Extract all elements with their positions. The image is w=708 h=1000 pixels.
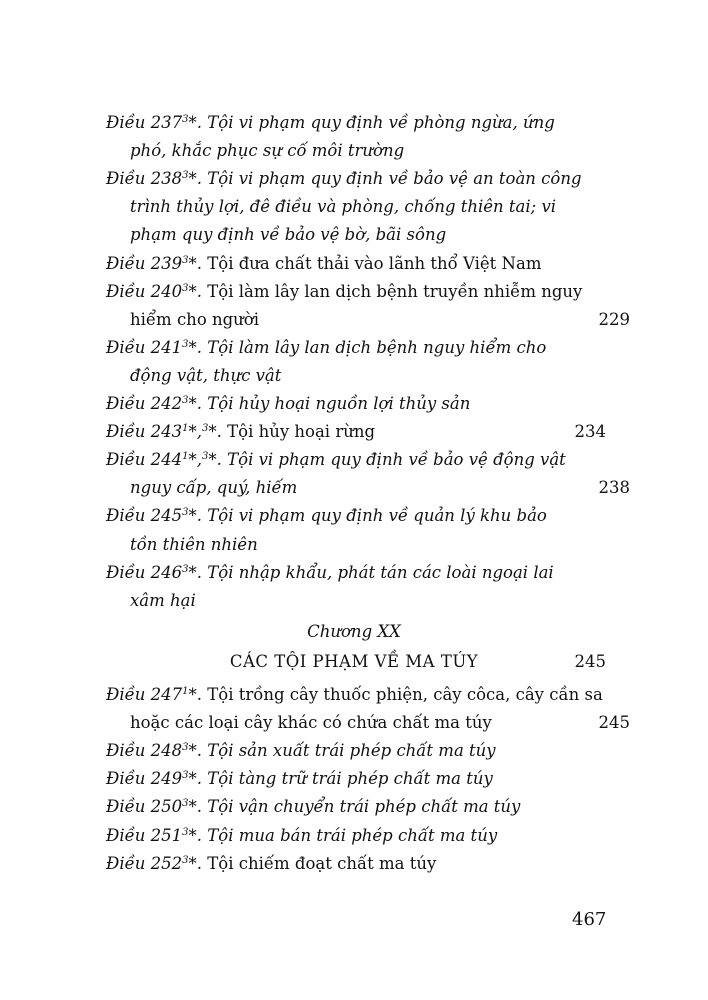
article-marker: *. xyxy=(188,169,202,189)
entry-title-text: Tội vận chuyển trái phép chất ma túy xyxy=(207,797,521,817)
toc-entry-first-line xyxy=(106,849,606,879)
entry-title-text: xâm hại xyxy=(130,590,196,610)
article-prefix: Điều 244 xyxy=(106,450,183,470)
entry-title-text: động vật, thực vật xyxy=(130,365,282,385)
article-prefix: Điều 241 xyxy=(106,337,183,357)
entry-title-text: Tội sản xuất trái phép chất ma túy xyxy=(207,741,496,761)
toc-entry-continuation xyxy=(130,708,630,738)
toc-entry-first-line xyxy=(106,164,606,194)
article-number xyxy=(106,797,202,816)
toc-entry-first-line xyxy=(106,277,606,307)
article-marker: *. xyxy=(208,422,222,442)
article-superscript: 3 xyxy=(202,423,209,435)
article-marker: *. xyxy=(188,685,202,704)
article-number xyxy=(106,282,202,301)
article-marker: *. xyxy=(188,797,202,817)
article-superscript: 3 xyxy=(182,282,189,294)
article-marker: *. xyxy=(188,741,202,761)
article-marker: *. xyxy=(188,113,202,132)
article-number xyxy=(106,685,202,704)
entry-title-text: Tội tàng trữ trái phép chất ma túy xyxy=(207,769,493,789)
article-superscript: 3 xyxy=(182,114,189,125)
article-marker: *. xyxy=(188,394,202,413)
article-superscript: 3 xyxy=(182,254,189,266)
entry-title-text: Tội vi phạm quy định về phòng ngừa, ứng xyxy=(207,113,555,132)
article-prefix: Điều 246 xyxy=(106,562,183,582)
entry-title-text: Tội hủy hoại rừng xyxy=(227,422,376,442)
toc-entry-continuation xyxy=(130,586,630,616)
article-superscript: 3 xyxy=(182,170,189,182)
page-number: 467 xyxy=(572,909,607,930)
entry-title-text: Tội mua bán trái phép chất ma túy xyxy=(207,825,498,845)
article-superscript: 1 xyxy=(182,686,189,697)
article-marker: *. xyxy=(208,450,222,470)
entry-title-text: Tội đưa chất thải vào lãnh thổ Việt Nam xyxy=(207,253,542,273)
article-number xyxy=(106,769,202,788)
article-number xyxy=(106,741,202,760)
article-superscript: 1 xyxy=(182,423,189,435)
entry-title-text: Tội làm lây lan dịch bệnh truyền nhiễm nguy xyxy=(207,281,583,301)
article-superscript: 1 xyxy=(182,451,189,463)
article-superscript: 3 xyxy=(182,826,189,838)
toc-entry-continuation xyxy=(130,530,630,560)
article-number xyxy=(106,338,202,357)
article-superscript: 3 xyxy=(182,742,189,754)
article-superscript: 3 xyxy=(182,395,189,406)
article-number xyxy=(106,563,202,582)
article-prefix: Điều 249 xyxy=(106,769,183,789)
article-number xyxy=(106,254,202,273)
article-prefix: Điều 248 xyxy=(106,741,183,761)
entry-title-text: Tội vi phạm quy định về bảo vệ động vật xyxy=(227,450,566,470)
article-prefix: Điều 242 xyxy=(106,394,183,413)
toc-entry-continuation xyxy=(130,220,630,250)
toc-entry-first-line xyxy=(106,736,606,766)
article-number xyxy=(106,450,222,469)
article-marker: *. xyxy=(188,853,202,873)
article-prefix: Điều 239 xyxy=(106,253,183,273)
article-prefix: Điều 251 xyxy=(106,825,183,845)
article-prefix: Điều 238 xyxy=(106,169,183,189)
article-prefix: Điều 243 xyxy=(106,422,183,442)
toc-entry-first-line xyxy=(106,445,606,475)
entry-title-text: Tội nhập khẩu, phát tán các loài ngoại lai xyxy=(207,562,554,582)
toc-entry-continuation xyxy=(130,305,630,335)
article-prefix: Điều 240 xyxy=(106,281,183,301)
article-number xyxy=(106,422,222,441)
entry-page-number: 234 xyxy=(574,422,606,442)
entry-title-text: Tội hủy hoại nguồn lợi thủy sản xyxy=(207,394,471,413)
entry-title-text: hoặc các loại cây khác có chứa chất ma túy xyxy=(130,713,492,733)
article-number xyxy=(106,113,202,132)
toc-entry-first-line xyxy=(106,389,606,419)
article-prefix: Điều 252 xyxy=(106,853,183,873)
article-marker: *, xyxy=(188,450,202,470)
entry-title-text: tồn thiên nhiên xyxy=(130,534,258,554)
entry-title-text: Tội trồng cây thuốc phiện, cây côca, cây cần sa xyxy=(207,685,603,704)
article-superscript: 3 xyxy=(202,451,209,463)
article-prefix: Điều 237 xyxy=(106,113,183,132)
article-prefix: Điều 245 xyxy=(106,506,183,526)
article-marker: *. xyxy=(188,506,202,526)
article-number xyxy=(106,826,202,845)
entry-title-text: phạm quy định về bảo vệ bờ, bãi sông xyxy=(130,225,447,245)
article-superscript: 3 xyxy=(182,854,189,866)
entry-title-text: Tội làm lây lan dịch bệnh nguy hiểm cho xyxy=(207,337,547,357)
chapter-page-number: 245 xyxy=(574,652,606,671)
toc-entry-first-line xyxy=(106,501,606,531)
toc-entry-continuation xyxy=(130,361,630,391)
article-number xyxy=(106,854,202,873)
toc-entry-continuation xyxy=(130,473,630,503)
article-marker: *. xyxy=(188,562,202,582)
chapter-page-row xyxy=(106,647,606,677)
entry-title-text: Tội chiếm đoạt chất ma túy xyxy=(207,853,437,873)
toc-entry-first-line xyxy=(106,333,606,363)
article-marker: *. xyxy=(188,825,202,845)
toc-entry-first-line xyxy=(106,249,606,279)
entry-title-text: Tội vi phạm quy định về bảo vệ an toàn công xyxy=(207,169,582,189)
article-marker: *. xyxy=(188,769,202,789)
toc-entry-first-line xyxy=(106,558,606,588)
toc-entry-first-line xyxy=(106,417,606,447)
entry-title-text: nguy cấp, quý, hiếm xyxy=(130,478,298,498)
article-superscript: 3 xyxy=(182,798,189,810)
entry-page-number: 245 xyxy=(598,713,630,733)
article-superscript: 3 xyxy=(182,770,189,782)
toc-entry-first-line xyxy=(106,680,606,710)
toc-entry-first-line xyxy=(106,821,606,851)
article-marker: *. xyxy=(188,253,202,273)
article-prefix: Điều 250 xyxy=(106,797,183,817)
article-number xyxy=(106,506,202,525)
entry-title-text: trình thủy lợi, đê điều và phòng, chống thiên tai; vi xyxy=(130,197,557,217)
article-marker: *, xyxy=(188,422,202,442)
entry-page-number: 229 xyxy=(598,309,630,329)
toc-entry-continuation xyxy=(130,192,630,222)
chapter-heading: Chương XX xyxy=(307,622,401,641)
entry-title-text: Tội vi phạm quy định về quản lý khu bảo xyxy=(207,506,547,526)
entry-title-text: phó, khắc phục sự cố môi trường xyxy=(130,141,405,161)
chapter-title-text: CÁC TỘI PHẠM VỀ MA TÚY xyxy=(229,652,479,671)
toc-entry-first-line xyxy=(106,792,606,822)
article-marker: *. xyxy=(188,281,202,301)
article-marker: *. xyxy=(188,337,202,357)
article-superscript: 3 xyxy=(182,507,189,519)
entry-title-text: hiểm cho người xyxy=(130,309,260,329)
article-prefix: Điều 247 xyxy=(106,685,183,704)
article-number xyxy=(106,394,202,413)
article-number xyxy=(106,169,202,188)
article-superscript: 3 xyxy=(182,563,189,575)
article-superscript: 3 xyxy=(182,338,189,350)
entry-page-number: 238 xyxy=(598,478,630,498)
toc-entry-first-line xyxy=(106,764,606,794)
toc-entry-continuation xyxy=(130,136,630,166)
toc-entry-first-line xyxy=(106,108,606,138)
